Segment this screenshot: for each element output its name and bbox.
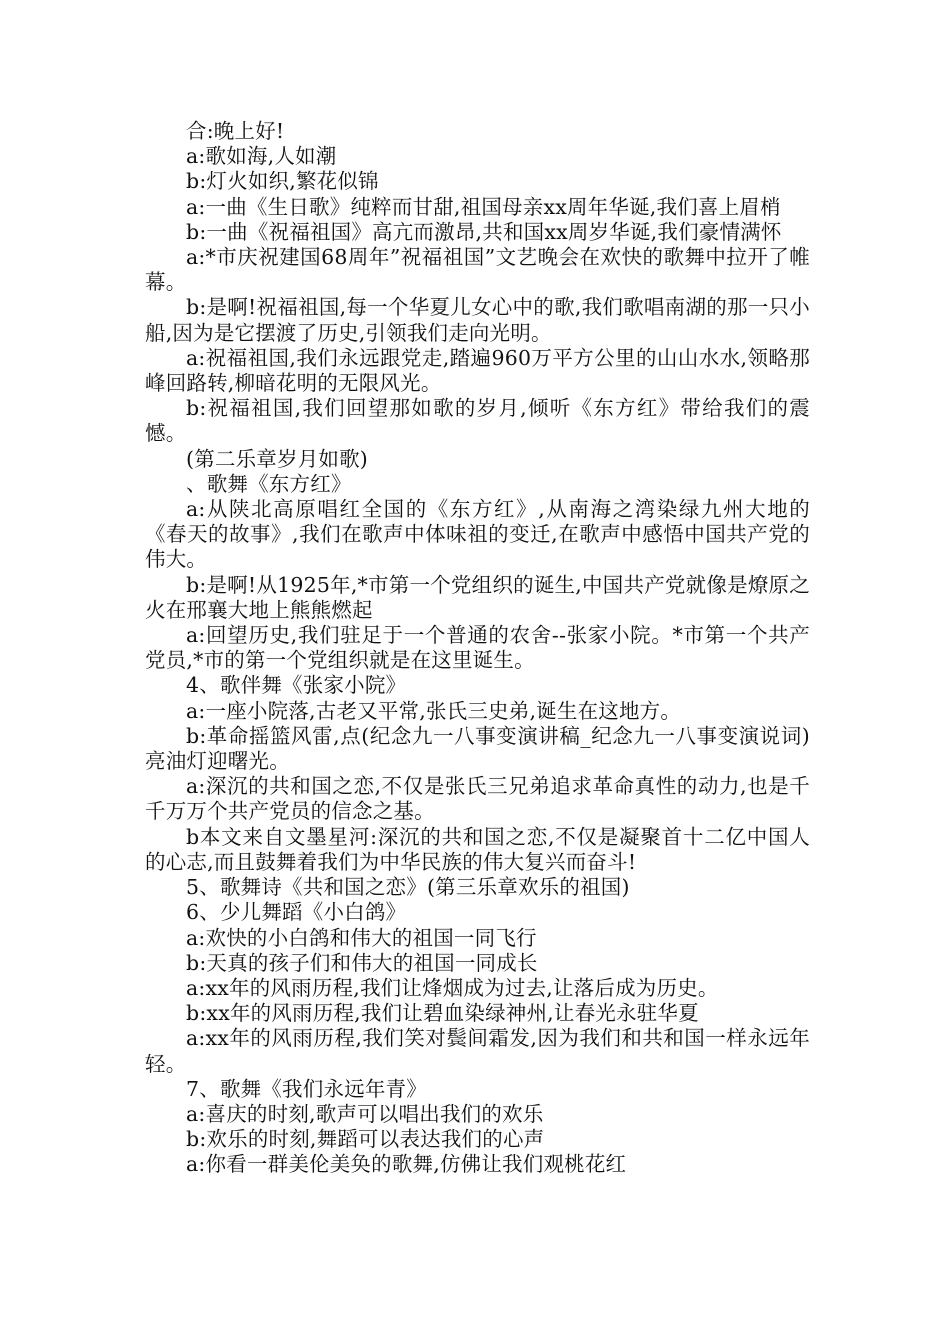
paragraph: b:天真的孩子们和伟大的祖国一同成长 [186, 950, 538, 975]
paragraph: b:灯火如织,繁花似锦 [186, 169, 379, 194]
paragraph: a:一座小院落,古老又平常,张氏三史弟,诞生在这地方。 [186, 698, 682, 723]
paragraph: b:xx年的风雨历程,我们让碧血染绿神州,让春光永驻华夏 [186, 1001, 699, 1026]
paragraph: a:你看一群美伦美奂的歌舞,仿佛让我们观桃花红 [186, 1152, 627, 1177]
paragraph: a:回望历史,我们驻足于一个普通的农舍--张家小院。*市第一个共产党员,*市的第一个党组织就是在这里诞生。 [145, 623, 810, 673]
paragraph: a:xx年的风雨历程,我们让烽烟成为过去,让落后成为历史。 [186, 975, 719, 1000]
paragraph: a:一曲《生日歌》纯粹而甘甜,祖国母亲xx周年华诞,我们喜上眉梢 [186, 194, 781, 219]
paragraph: b:是啊!从1925年,*市第一个党组织的诞生,中国共产党就像是燎原之火在邢襄大地上熊熊燃起 [145, 572, 810, 622]
paragraph: a:xx年的风雨历程,我们笑对鬓间霜发,因为我们和共和国一样永远年轻。 [145, 1026, 810, 1076]
program-item: 6、少儿舞蹈《小白鸽》 [186, 900, 407, 925]
paragraph: a:喜庆的时刻,歌声可以唱出我们的欢乐 [186, 1101, 544, 1126]
paragraph: a:祝福祖国,我们永远跟党走,踏遍960万平方公里的山山水水,领略那峰回路转,柳暗花明的无限风光。 [145, 345, 810, 396]
program-item: 、歌舞《东方红》 [186, 471, 352, 496]
program-item: 4、歌伴舞《张家小院》 [186, 673, 407, 698]
paragraph: a:歌如海,人如潮 [186, 144, 337, 169]
paragraph: a:欢快的小白鸽和伟大的祖国一同飞行 [186, 925, 537, 950]
program-item: 7、歌舞《我们永远年青》 [186, 1076, 427, 1101]
paragraph: b:祝福祖国,我们回望那如歌的岁月,倾听《东方红》带给我们的震憾。 [145, 396, 810, 446]
paragraph: b:一曲《祝福祖国》高亢而激昂,共和国xx周岁华诞,我们豪情满怀 [186, 219, 782, 244]
section-heading: (第二乐章岁月如歌) [186, 446, 368, 471]
paragraph: b:是啊!祝福祖国,每一个华夏儿女心中的歌,我们歌唱南湖的那一只小船,因为是它摆渡了历史,引领我们走向光明。 [145, 295, 810, 345]
paragraph: 合:晚上好! [186, 119, 285, 143]
paragraph: a:*市庆祝建国68周年”祝福祖国”文艺晚会在欢快的歌舞中拉开了帷幕。 [145, 245, 810, 295]
paragraph: a:从陕北高原唱红全国的《东方红》,从南海之湾染绿九州大地的《春天的故事》,我们在歌声中体味祖的变迁,在歌声中感悟中国共产党的伟大。 [145, 497, 810, 572]
paragraph: a:深沉的共和国之恋,不仅是张氏三兄弟追求革命真性的动力,也是千千万万个共产党员的信念之基。 [145, 774, 810, 824]
document-body [145, 119, 810, 1178]
paragraph: b:革命摇篮风雷,点(纪念九一八事变演讲稿_纪念九一八事变演说词)亮油灯迎曙光。 [145, 723, 810, 774]
paragraph: b:欢乐的时刻,舞蹈可以表达我们的心声 [186, 1127, 545, 1152]
program-item: 5、歌舞诗《共和国之恋》(第三乐章欢乐的祖国) [186, 875, 630, 900]
paragraph: b本文来自文墨星河:深沉的共和国之恋,不仅是凝聚首十二亿中国人的心志,而且鼓舞着我们为中华民族的伟大复兴而奋斗! [145, 824, 810, 874]
